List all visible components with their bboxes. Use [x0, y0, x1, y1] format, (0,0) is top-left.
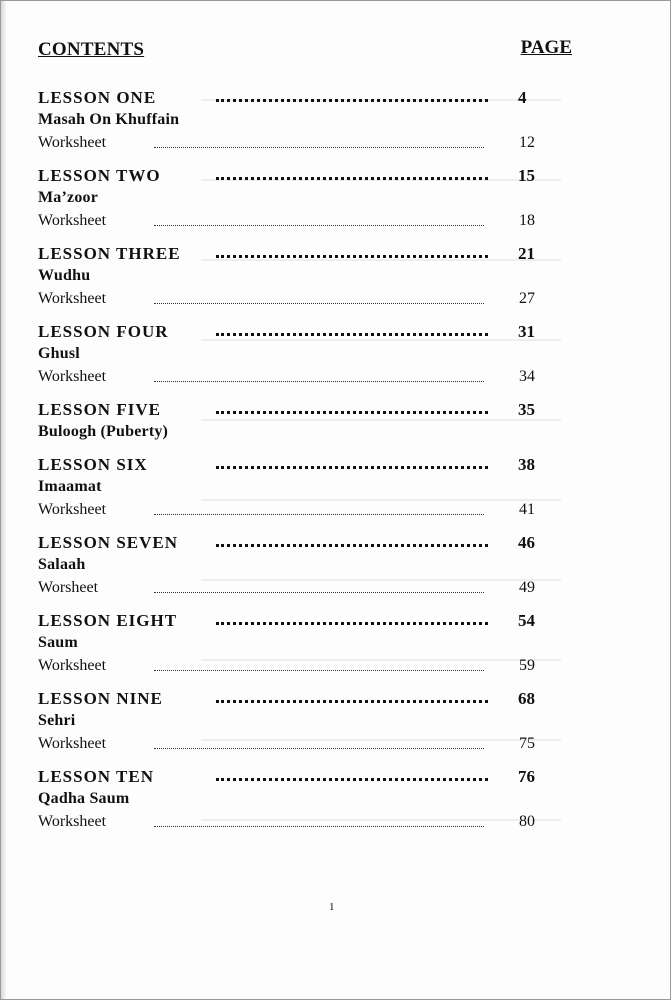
lesson-title: LESSON SEVEN — [38, 533, 179, 552]
worksheet-page-number: 18 — [519, 212, 535, 229]
lesson-title: LESSON TWO — [38, 166, 161, 185]
lesson-subtitle: Masah On Khuffain — [38, 111, 180, 128]
lesson-page-number: 21 — [518, 244, 535, 263]
worksheet-label: Worksheet — [38, 368, 107, 385]
lesson-page-number: 4 — [518, 88, 527, 107]
toc-lesson-entry — [38, 400, 598, 446]
lesson-title-row — [38, 244, 598, 267]
page-number: 1 — [329, 901, 335, 913]
lesson-page-number: 54 — [518, 611, 535, 630]
worksheet-label: Worksheet — [38, 657, 107, 674]
table-of-contents — [38, 88, 598, 845]
worksheet-row — [38, 657, 598, 680]
toc-header — [38, 39, 572, 67]
dot-leader — [154, 592, 484, 593]
worksheet-page-number: 75 — [519, 735, 535, 752]
worksheet-row — [38, 134, 598, 157]
dot-leader — [154, 748, 484, 749]
worksheet-page-number: 12 — [519, 134, 535, 151]
worksheet-row — [38, 579, 598, 602]
lesson-title-row — [38, 166, 598, 189]
worksheet-label: Worksheet — [38, 735, 107, 752]
dot-leader — [216, 700, 488, 703]
lesson-title: LESSON ONE — [38, 88, 157, 107]
worksheet-row — [38, 501, 598, 524]
toc-lesson-entry — [38, 689, 598, 758]
lesson-title: LESSON EIGHT — [38, 611, 178, 630]
toc-lesson-entry — [38, 166, 598, 235]
worksheet-row — [38, 735, 598, 758]
dot-leader — [154, 147, 484, 148]
lesson-subtitle: Ma’zoor — [38, 189, 99, 206]
dot-leader — [216, 333, 488, 336]
worksheet-row — [38, 290, 598, 313]
dot-leader — [154, 303, 484, 304]
worksheet-page-number: 59 — [519, 657, 535, 674]
page-column-heading: PAGE — [520, 37, 572, 58]
lesson-subtitle: Imaamat — [38, 478, 102, 495]
lesson-title: LESSON THREE — [38, 244, 181, 263]
scan-edge-shadow — [1, 1, 7, 999]
lesson-title: LESSON FIVE — [38, 400, 161, 419]
lesson-title-row — [38, 689, 598, 712]
lesson-title: LESSON FOUR — [38, 322, 169, 341]
dot-leader — [216, 411, 488, 414]
lesson-title: LESSON NINE — [38, 689, 163, 708]
lesson-subtitle: Sehri — [38, 712, 76, 729]
worksheet-page-number: 80 — [519, 813, 535, 830]
worksheet-label: Worksheet — [38, 290, 107, 307]
toc-lesson-entry — [38, 767, 598, 836]
lesson-title-row — [38, 611, 598, 634]
lesson-subtitle: Wudhu — [38, 267, 91, 284]
lesson-title: LESSON TEN — [38, 767, 154, 786]
lesson-title-row — [38, 322, 598, 345]
worksheet-row — [38, 813, 598, 836]
lesson-page-number: 68 — [518, 689, 535, 708]
worksheet-label: Worksheet — [38, 501, 107, 518]
dot-leader — [216, 99, 488, 102]
lesson-title-row — [38, 400, 598, 423]
worksheet-page-number: 41 — [519, 501, 535, 518]
dot-leader — [216, 255, 488, 258]
toc-lesson-entry — [38, 533, 598, 602]
lesson-subtitle: Qadha Saum — [38, 790, 130, 807]
dot-leader — [154, 670, 484, 671]
dot-leader — [154, 514, 484, 515]
worksheet-label: Worksheet — [38, 212, 107, 229]
dot-leader — [216, 622, 488, 625]
dot-leader — [154, 225, 484, 226]
lesson-subtitle: Ghusl — [38, 345, 80, 362]
lesson-page-number: 46 — [518, 533, 535, 552]
worksheet-label: Worksheet — [38, 813, 107, 830]
toc-lesson-entry — [38, 455, 598, 524]
lesson-title-row — [38, 88, 598, 111]
lesson-page-number: 31 — [518, 322, 535, 341]
dot-leader — [216, 177, 488, 180]
toc-lesson-entry — [38, 88, 598, 157]
lesson-title-row — [38, 533, 598, 556]
dot-leader — [216, 544, 488, 547]
lesson-title-row — [38, 455, 598, 478]
worksheet-row — [38, 368, 598, 391]
lesson-title-row — [38, 767, 598, 790]
lesson-subtitle: Saum — [38, 634, 78, 651]
worksheet-page-number: 49 — [519, 579, 535, 596]
contents-heading: CONTENTS — [38, 39, 145, 60]
worksheet-page-number: 27 — [519, 290, 535, 307]
lesson-title: LESSON SIX — [38, 455, 148, 474]
toc-lesson-entry — [38, 322, 598, 391]
lesson-page-number: 76 — [518, 767, 535, 786]
lesson-page-number: 35 — [518, 400, 535, 419]
lesson-subtitle: Buloogh (Puberty) — [38, 423, 169, 440]
lesson-page-number: 15 — [518, 166, 535, 185]
lesson-subtitle: Salaah — [38, 556, 86, 573]
worksheet-label: Worsheet — [38, 579, 99, 596]
worksheet-label: Worksheet — [38, 134, 107, 151]
lesson-page-number: 38 — [518, 455, 535, 474]
dot-leader — [154, 826, 484, 827]
dot-leader — [216, 466, 488, 469]
worksheet-page-number: 34 — [519, 368, 535, 385]
toc-lesson-entry — [38, 611, 598, 680]
toc-lesson-entry — [38, 244, 598, 313]
dot-leader — [154, 381, 484, 382]
dot-leader — [216, 778, 488, 781]
worksheet-row — [38, 212, 598, 235]
